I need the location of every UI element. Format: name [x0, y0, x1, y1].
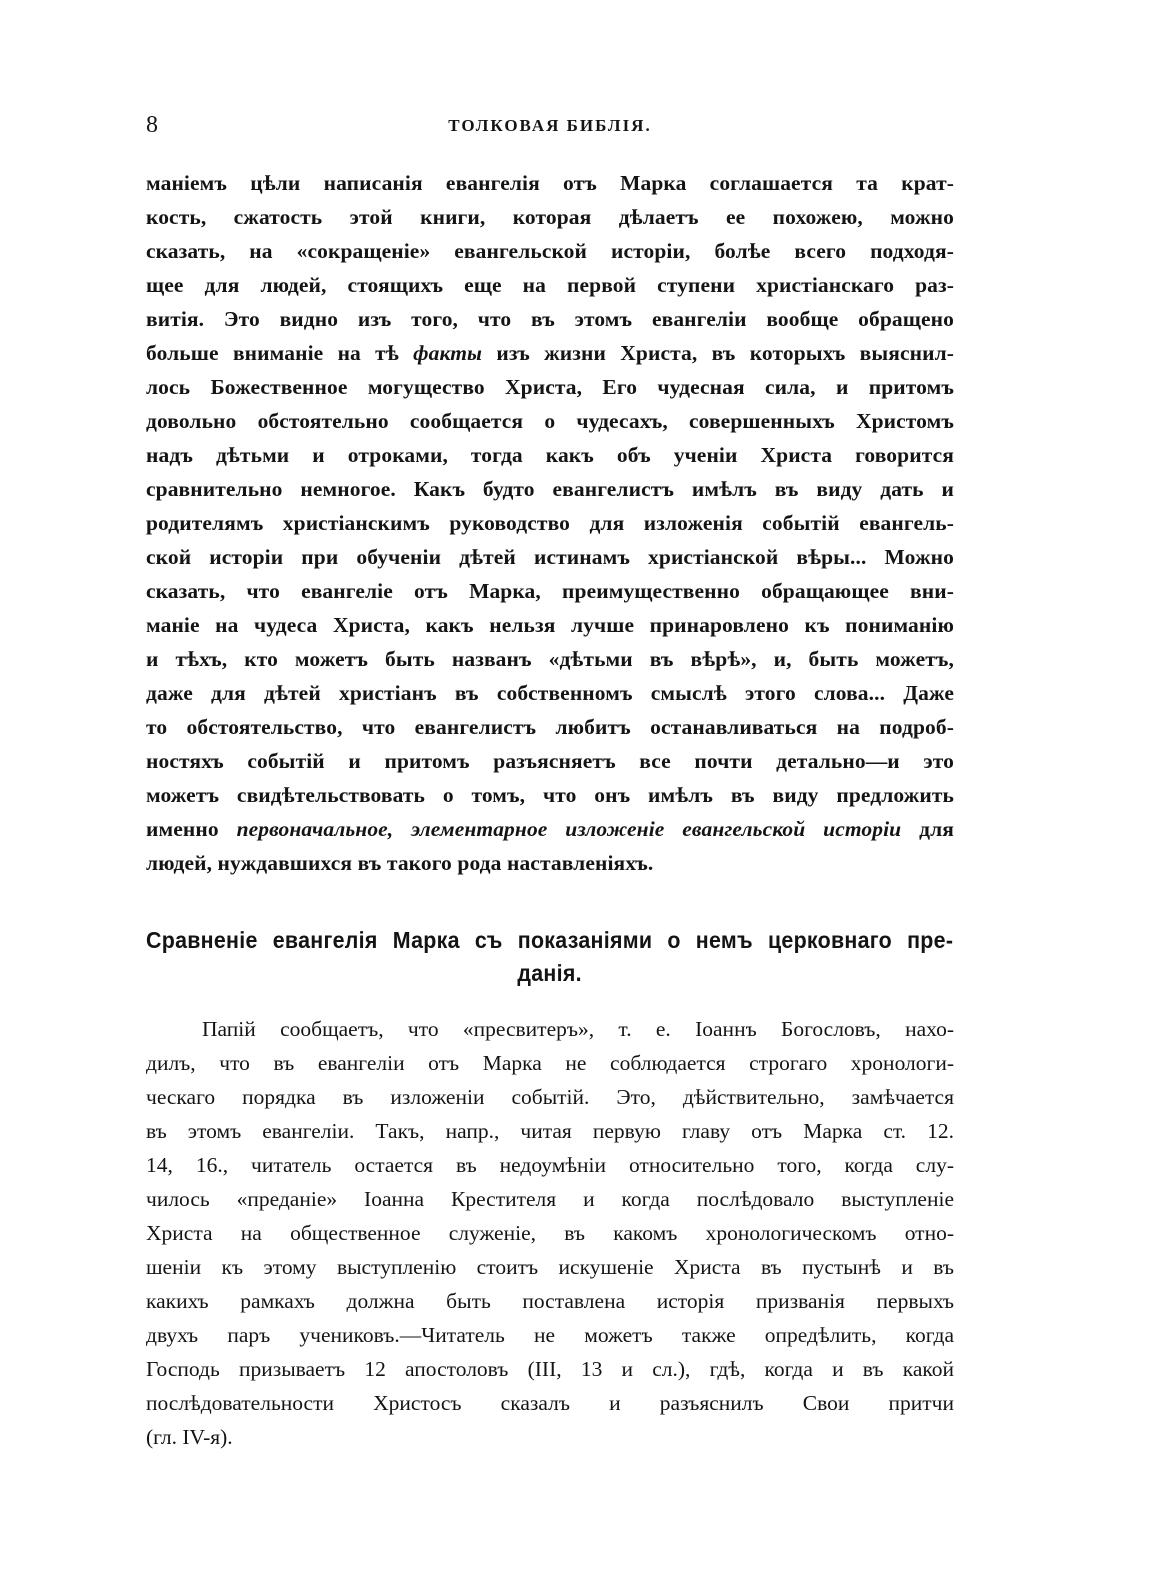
text-line: ностяхъ событій и притомъ разъясняетъ все почти детально—и это: [146, 749, 954, 773]
text-line: кость, сжатость этой книги, которая дѣлаетъ ее похожею, можно: [146, 205, 954, 229]
text-line: дилъ, что въ евангеліи отъ Марка не соблюдается строгаго хронологи-: [146, 1051, 954, 1075]
text-line: сказать, что евангеліе отъ Марка, преимущественно обращающее вни-: [146, 579, 954, 603]
paragraph-1: [146, 166, 954, 880]
text-line: то обстоятельство, что евангелистъ любитъ останавливаться на подроб-: [146, 715, 954, 739]
text-line: Папій сообщаетъ, что «пресвитеръ», т. е. Іоаннъ Богословъ, нахо-: [202, 1017, 954, 1041]
text-line: даже для дѣтей христіанъ въ собственномъ смыслѣ этого слова... Даже: [146, 681, 954, 705]
page-header: [146, 112, 954, 152]
section-heading: [146, 924, 954, 990]
text-line: двухъ паръ учениковъ.—Читатель не можетъ также опредѣлить, когда: [146, 1323, 954, 1347]
text-line: ской исторіи при обученіи дѣтей истинамъ христіанской вѣры... Можно: [146, 545, 954, 569]
text-line: шеніи къ этому выступленію стоитъ искушеніе Христа въ пустынѣ и въ: [146, 1255, 954, 1279]
text-line: Христа на общественное служеніе, въ какомъ хронологическомъ отно-: [146, 1221, 954, 1245]
text-line: ческаго порядка въ изложеніи событій. Это, дѣйствительно, замѣчается: [146, 1085, 954, 1109]
text-line: людей, нуждавшихся въ такого рода наставленіяхъ.: [146, 851, 654, 875]
italic-emphasis: факты: [413, 341, 483, 365]
text-line: надъ дѣтьми и отроками, тогда какъ объ ученіи Христа говорится: [146, 443, 954, 467]
text-line: въ этомъ евангеліи. Такъ, напр., читая первую главу отъ Марка ст. 12.: [146, 1119, 954, 1143]
text-line: сравнительно немногое. Какъ будто евангелистъ имѣлъ въ виду дать и: [146, 477, 954, 501]
text-line: родителямъ христіанскимъ руководство для изложенія событій евангель-: [146, 511, 954, 535]
text-line: 14, 16., читатель остается въ недоумѣніи относительно того, когда слу-: [146, 1153, 954, 1177]
section-heading-line: данія.: [517, 960, 582, 986]
text-line: лось Божественное могущество Христа, Его чудесная сила, и притомъ: [146, 375, 954, 399]
text-line: Господь призываетъ 12 апостоловъ (III, 13 и сл.), гдѣ, когда и въ какой: [146, 1357, 954, 1381]
text-line: щее для людей, стоящихъ еще на первой ступени христіанскаго раз-: [146, 273, 954, 297]
text-line: послѣдовательности Христосъ сказалъ и разъяснилъ Свои притчи: [146, 1391, 954, 1415]
page-number: 8: [146, 112, 158, 138]
text-line: витія. Это видно изъ того, что въ этомъ евангеліи вообще обращено: [146, 307, 954, 331]
text-line: можетъ свидѣтельствовать о томъ, что онъ имѣлъ въ виду предложить: [146, 783, 954, 807]
text-line: чилось «преданіе» Іоанна Крестителя и когда послѣдовало выступленіе: [146, 1187, 954, 1211]
italic-emphasis: первоначальное, элементарное изложеніе евангельской исторіи: [236, 817, 902, 841]
text-line: именно первоначальное, элементарное изложеніе евангельской исторіи для: [146, 817, 954, 841]
text-line: маніе на чудеса Христа, какъ нельзя лучше принаровлено къ пониманію: [146, 613, 954, 637]
text-line: какихъ рамкахъ должна быть поставлена исторія призванія первыхъ: [146, 1289, 954, 1313]
text-line: довольно обстоятельно сообщается о чудесахъ, совершенныхъ Христомъ: [146, 409, 954, 433]
text-line: маніемъ цѣли написанія евангелія отъ Марка соглашается та крат-: [146, 171, 954, 195]
text-line: больше вниманіе на тѣ факты изъ жизни Христа, въ которыхъ выяснил-: [146, 341, 954, 365]
text-line: (гл. IV-я).: [146, 1425, 233, 1449]
paragraph-2: [146, 1012, 954, 1454]
text-line: сказать, на «сокращеніе» евангельской исторіи, болѣе всего подходя-: [146, 239, 954, 263]
text-line: и тѣхъ, кто можетъ быть названъ «дѣтьми въ вѣрѣ», и, быть можетъ,: [146, 647, 954, 671]
section-heading-line: Сравненіе евангелія Марка съ показаніями о немъ церковнаго пре-: [146, 927, 954, 953]
running-title: ТОЛКОВАЯ БИБЛІЯ.: [448, 116, 652, 135]
